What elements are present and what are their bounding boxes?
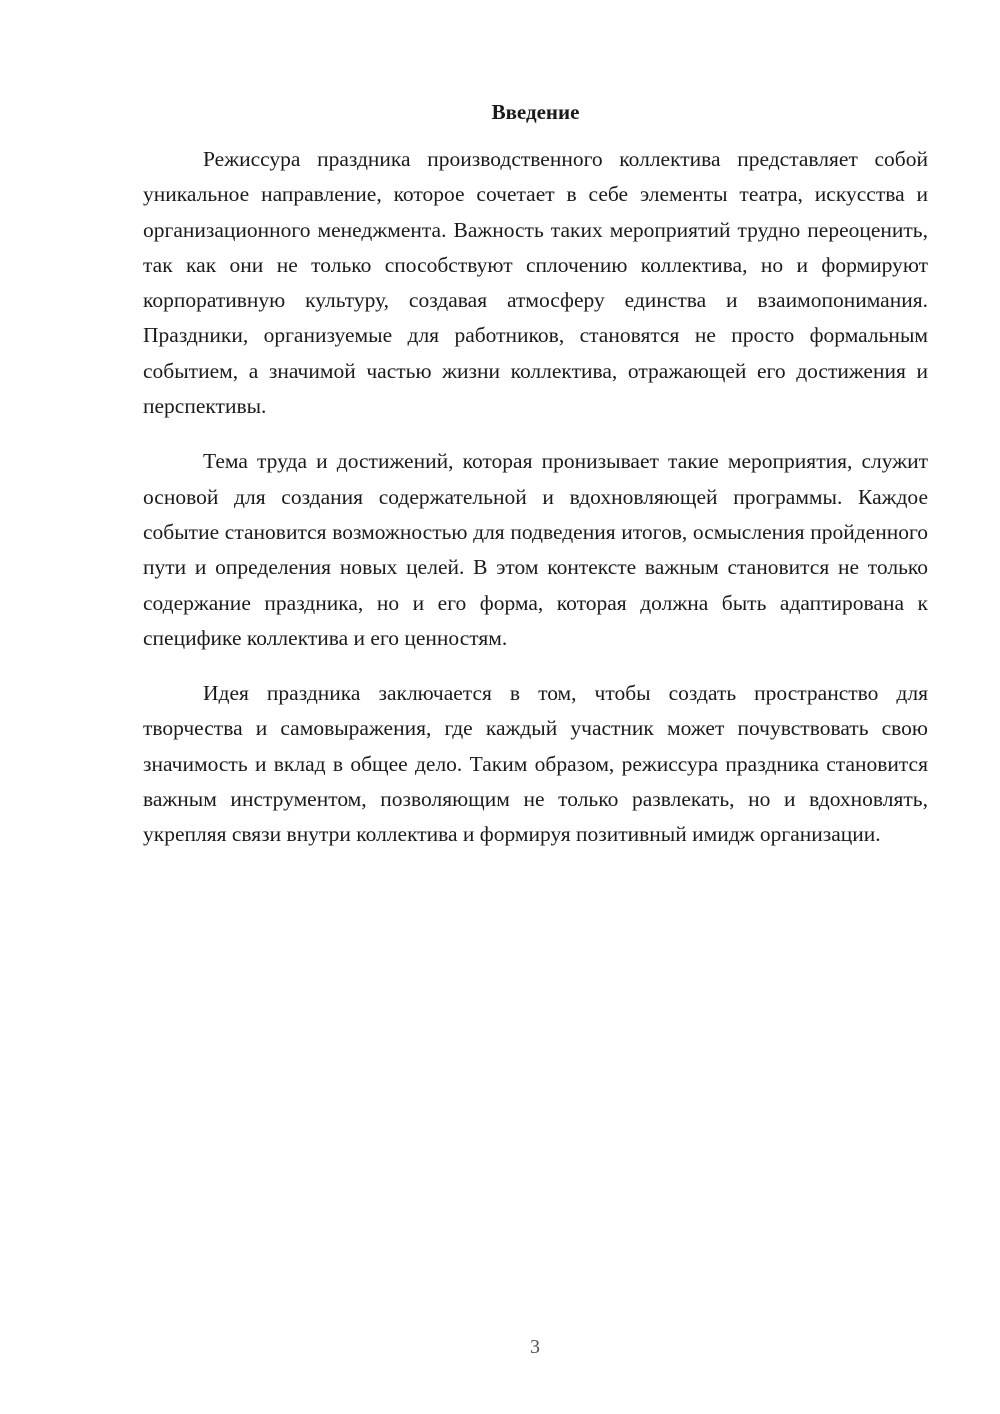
body-text bbox=[143, 142, 928, 873]
paragraph-2: Тема труда и достижений, которая пронизывает такие мероприятия, служит основой для создания содержательной и вдохновляющей программы. Каждое событие становится возможностью для подведения итогов, осмысления пройденного пути и определения новых целей. В этом контексте важным становится не только содержание праздника, но и его форма, которая должна быть адаптирована к специфике коллектива и его ценностям. bbox=[143, 449, 928, 650]
section-heading: Введение bbox=[491, 100, 580, 124]
page-number: 3 bbox=[530, 1336, 540, 1358]
paragraph-1: Режиссура праздника производственного коллектива представляет собой уникальное направление, которое сочетает в себе элементы театра, искусства и организационного менеджмента. Важность таких мероприятий трудно переоценить, так как они не только способствуют сплочению коллектива, но и формируют корпоративную культуру, создавая атмосферу единства и взаимопонимания. Праздники, организуемые для работников, становятся не просто формальным событием, а значимой частью жизни коллектива, отражающей его достижения и перспективы. bbox=[143, 147, 928, 419]
paragraph-3: Идея праздника заключается в том, чтобы создать пространство для творчества и самовыражения, где каждый участник может почувствовать свою значимость и вклад в общее дело. Таким образом, режиссура праздника становится важным инструментом, позволяющим не только развлекать, но и вдохновлять, укрепляя связи внутри коллектива и формируя позитивный имидж организации. bbox=[143, 681, 928, 847]
